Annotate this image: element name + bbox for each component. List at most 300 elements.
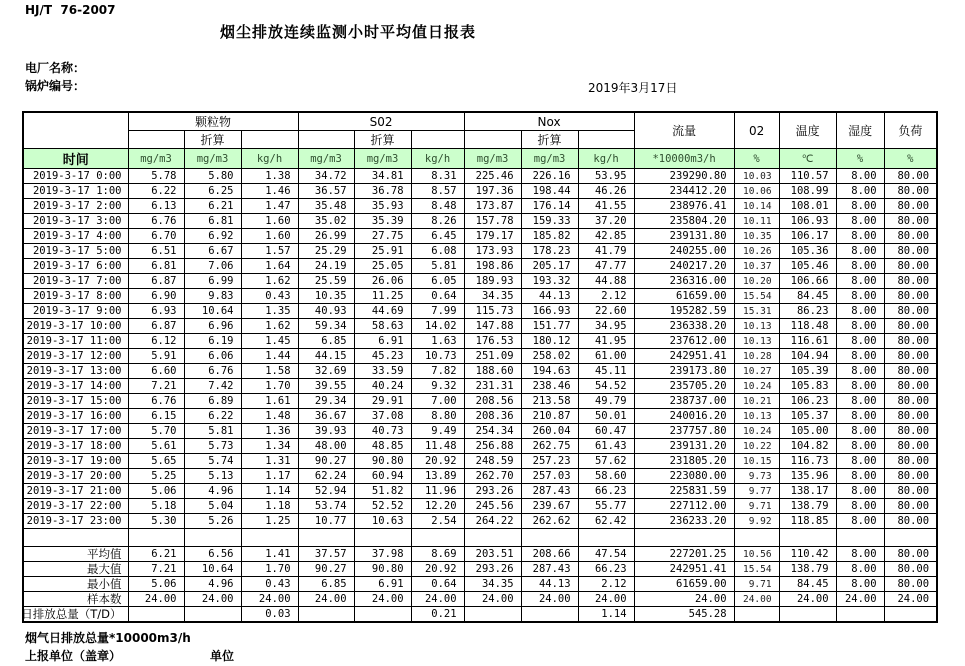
group-o2: 02	[734, 112, 779, 149]
subheader-blank	[578, 131, 634, 149]
value-cell: 35.39	[354, 214, 411, 229]
value-cell: 46.26	[578, 184, 634, 199]
value-cell: 293.26	[464, 484, 521, 499]
report-date: 2019年3月17日	[588, 81, 678, 95]
summary-value: 90.80	[354, 562, 411, 577]
data-row	[23, 394, 937, 409]
time-cell: 2019-3-17 8:00	[23, 289, 128, 304]
group-temp: 温度	[779, 112, 836, 149]
value-cell: 1.31	[241, 454, 298, 469]
value-cell: 6.51	[128, 244, 184, 259]
value-cell: 5.65	[128, 454, 184, 469]
value-cell: 189.93	[464, 274, 521, 289]
value-cell: 62.42	[578, 514, 634, 529]
time-header: 时间	[23, 149, 128, 169]
summary-value: 37.57	[298, 547, 354, 562]
value-cell: 5.61	[128, 439, 184, 454]
value-cell: 239131.80	[634, 229, 734, 244]
value-cell: 25.59	[298, 274, 354, 289]
value-cell: 8.00	[836, 424, 884, 439]
summary-value: 47.54	[578, 547, 634, 562]
summary-value	[298, 607, 354, 622]
value-cell: 9.83	[184, 289, 241, 304]
value-cell: 108.01	[779, 199, 836, 214]
value-cell: 40.73	[354, 424, 411, 439]
value-cell: 1.60	[241, 229, 298, 244]
value-cell: 6.08	[411, 244, 464, 259]
summary-value	[464, 607, 521, 622]
value-cell: 25.29	[298, 244, 354, 259]
value-cell: 237757.80	[634, 424, 734, 439]
value-cell: 80.00	[884, 289, 937, 304]
subheader-blank	[464, 131, 521, 149]
value-cell: 36.57	[298, 184, 354, 199]
empty-cell	[241, 529, 298, 547]
value-cell: 240217.20	[634, 259, 734, 274]
empty-cell	[884, 529, 937, 547]
value-cell: 116.61	[779, 334, 836, 349]
value-cell: 106.17	[779, 229, 836, 244]
value-cell: 6.76	[128, 394, 184, 409]
units-row	[23, 149, 937, 169]
value-cell: 4.96	[184, 484, 241, 499]
summary-value: 545.28	[634, 607, 734, 622]
value-cell: 240016.20	[634, 409, 734, 424]
summary-value: 24.00	[241, 592, 298, 607]
value-cell: 173.93	[464, 244, 521, 259]
value-cell: 238976.41	[634, 199, 734, 214]
value-cell: 14.02	[411, 319, 464, 334]
summary-value: 6.91	[354, 577, 411, 592]
value-cell: 8.26	[411, 214, 464, 229]
summary-value: 0.43	[241, 577, 298, 592]
value-cell: 235804.20	[634, 214, 734, 229]
boiler-number-label: 锅炉编号：	[25, 79, 86, 93]
value-cell: 226.16	[521, 169, 578, 184]
value-cell: 45.11	[578, 364, 634, 379]
value-cell: 10.11	[734, 214, 779, 229]
data-row	[23, 199, 937, 214]
value-cell: 0.43	[241, 289, 298, 304]
value-cell: 15.54	[734, 289, 779, 304]
value-cell: 179.17	[464, 229, 521, 244]
summary-value: 80.00	[884, 547, 937, 562]
subheader-blank	[128, 131, 184, 149]
value-cell: 10.13	[734, 319, 779, 334]
value-cell: 1.62	[241, 274, 298, 289]
time-cell: 2019-3-17 15:00	[23, 394, 128, 409]
value-cell: 238737.00	[634, 394, 734, 409]
value-cell: 6.96	[184, 319, 241, 334]
value-cell: 58.60	[578, 469, 634, 484]
summary-value: 138.79	[779, 562, 836, 577]
value-cell: 8.00	[836, 439, 884, 454]
value-cell: 40.93	[298, 304, 354, 319]
value-cell: 9.71	[734, 499, 779, 514]
value-cell: 248.59	[464, 454, 521, 469]
value-cell: 6.93	[128, 304, 184, 319]
value-cell: 84.45	[779, 289, 836, 304]
value-cell: 80.00	[884, 454, 937, 469]
summary-value: 8.00	[836, 562, 884, 577]
value-cell: 40.24	[354, 379, 411, 394]
summary-value: 24.00	[578, 592, 634, 607]
value-cell: 1.18	[241, 499, 298, 514]
value-cell: 80.00	[884, 349, 937, 364]
value-cell: 173.87	[464, 199, 521, 214]
summary-value: 6.85	[298, 577, 354, 592]
value-cell: 52.52	[354, 499, 411, 514]
value-cell: 80.00	[884, 184, 937, 199]
summary-value: 24.00	[521, 592, 578, 607]
value-cell: 262.62	[521, 514, 578, 529]
value-cell: 5.18	[128, 499, 184, 514]
data-row	[23, 259, 937, 274]
unit-cell: %	[884, 149, 937, 169]
value-cell: 1.36	[241, 424, 298, 439]
value-cell: 6.81	[184, 214, 241, 229]
spacer-row	[23, 529, 937, 547]
time-cell: 2019-3-17 1:00	[23, 184, 128, 199]
summary-value: 0.64	[411, 577, 464, 592]
value-cell: 1.34	[241, 439, 298, 454]
value-cell: 6.70	[128, 229, 184, 244]
time-cell: 2019-3-17 13:00	[23, 364, 128, 379]
summary-value: 8.69	[411, 547, 464, 562]
empty-cell	[836, 529, 884, 547]
value-cell: 10.20	[734, 274, 779, 289]
summary-value: 227201.25	[634, 547, 734, 562]
time-cell: 2019-3-17 23:00	[23, 514, 128, 529]
value-cell: 80.00	[884, 424, 937, 439]
value-cell: 10.35	[298, 289, 354, 304]
value-cell: 239.67	[521, 499, 578, 514]
summary-value: 80.00	[884, 577, 937, 592]
value-cell: 24.19	[298, 259, 354, 274]
value-cell: 151.77	[521, 319, 578, 334]
value-cell: 80.00	[884, 499, 937, 514]
value-cell: 5.81	[411, 259, 464, 274]
value-cell: 44.13	[521, 289, 578, 304]
value-cell: 105.37	[779, 409, 836, 424]
value-cell: 1.46	[241, 184, 298, 199]
value-cell: 35.93	[354, 199, 411, 214]
summary-value: 61659.00	[634, 577, 734, 592]
summary-value	[836, 607, 884, 622]
value-cell: 5.91	[128, 349, 184, 364]
summary-row	[23, 547, 937, 562]
value-cell: 1.63	[411, 334, 464, 349]
value-cell: 2.12	[578, 289, 634, 304]
value-cell: 105.39	[779, 364, 836, 379]
value-cell: 80.00	[884, 394, 937, 409]
value-cell: 6.87	[128, 319, 184, 334]
value-cell: 188.60	[464, 364, 521, 379]
value-cell: 2.54	[411, 514, 464, 529]
value-cell: 254.34	[464, 424, 521, 439]
data-row	[23, 514, 937, 529]
data-row	[23, 499, 937, 514]
value-cell: 11.96	[411, 484, 464, 499]
summary-value: 1.14	[578, 607, 634, 622]
summary-value: 8.00	[836, 547, 884, 562]
value-cell: 1.70	[241, 379, 298, 394]
value-cell: 20.92	[411, 454, 464, 469]
value-cell: 10.37	[734, 259, 779, 274]
value-cell: 6.91	[354, 334, 411, 349]
value-cell: 80.00	[884, 229, 937, 244]
value-cell: 49.79	[578, 394, 634, 409]
value-cell: 5.73	[184, 439, 241, 454]
value-cell: 8.00	[836, 289, 884, 304]
reporting-unit-label: 上报单位（盖章）	[25, 649, 122, 663]
value-cell: 106.93	[779, 214, 836, 229]
value-cell: 80.00	[884, 484, 937, 499]
value-cell: 8.00	[836, 394, 884, 409]
value-cell: 7.00	[411, 394, 464, 409]
value-cell: 80.00	[884, 334, 937, 349]
value-cell: 8.57	[411, 184, 464, 199]
value-cell: 27.75	[354, 229, 411, 244]
data-row	[23, 439, 937, 454]
value-cell: 236316.00	[634, 274, 734, 289]
value-cell: 238.46	[521, 379, 578, 394]
summary-row	[23, 592, 937, 607]
value-cell: 8.00	[836, 334, 884, 349]
value-cell: 5.74	[184, 454, 241, 469]
value-cell: 231.31	[464, 379, 521, 394]
value-cell: 41.55	[578, 199, 634, 214]
value-cell: 10.63	[354, 514, 411, 529]
value-cell: 257.23	[521, 454, 578, 469]
time-cell: 2019-3-17 10:00	[23, 319, 128, 334]
value-cell: 5.80	[184, 169, 241, 184]
value-cell: 5.06	[128, 484, 184, 499]
value-cell: 105.00	[779, 424, 836, 439]
summary-value: 24.00	[836, 592, 884, 607]
summary-value: 287.43	[521, 562, 578, 577]
value-cell: 6.13	[128, 199, 184, 214]
summary-value	[734, 607, 779, 622]
value-cell: 29.91	[354, 394, 411, 409]
value-cell: 59.34	[298, 319, 354, 334]
value-cell: 1.45	[241, 334, 298, 349]
unit-label: 单位	[210, 649, 235, 663]
time-cell: 2019-3-17 9:00	[23, 304, 128, 319]
value-cell: 116.73	[779, 454, 836, 469]
unit-cell: mg/m3	[298, 149, 354, 169]
unit-cell: mg/m3	[521, 149, 578, 169]
empty-cell	[521, 529, 578, 547]
value-cell: 5.04	[184, 499, 241, 514]
value-cell: 7.99	[411, 304, 464, 319]
value-cell: 213.58	[521, 394, 578, 409]
data-row	[23, 244, 937, 259]
value-cell: 239131.20	[634, 439, 734, 454]
value-cell: 225831.59	[634, 484, 734, 499]
value-cell: 159.33	[521, 214, 578, 229]
value-cell: 1.47	[241, 199, 298, 214]
summary-value	[779, 607, 836, 622]
value-cell: 176.53	[464, 334, 521, 349]
value-cell: 44.15	[298, 349, 354, 364]
value-cell: 45.23	[354, 349, 411, 364]
value-cell: 208.36	[464, 409, 521, 424]
summary-value: 24.00	[464, 592, 521, 607]
value-cell: 10.03	[734, 169, 779, 184]
value-cell: 41.79	[578, 244, 634, 259]
value-cell: 60.94	[354, 469, 411, 484]
time-cell: 2019-3-17 4:00	[23, 229, 128, 244]
time-cell: 2019-3-17 6:00	[23, 259, 128, 274]
value-cell: 208.56	[464, 394, 521, 409]
summary-label: 日排放总量（T/D）	[23, 607, 128, 622]
value-cell: 242951.41	[634, 349, 734, 364]
value-cell: 8.00	[836, 184, 884, 199]
value-cell: 6.76	[184, 364, 241, 379]
value-cell: 106.66	[779, 274, 836, 289]
summary-value: 5.06	[128, 577, 184, 592]
summary-value	[184, 607, 241, 622]
value-cell: 41.95	[578, 334, 634, 349]
time-cell: 2019-3-17 16:00	[23, 409, 128, 424]
value-cell: 80.00	[884, 409, 937, 424]
value-cell: 36.78	[354, 184, 411, 199]
group-flow: 流量	[634, 112, 734, 149]
value-cell: 258.02	[521, 349, 578, 364]
data-row	[23, 334, 937, 349]
value-cell: 15.31	[734, 304, 779, 319]
summary-label: 样本数	[23, 592, 128, 607]
value-cell: 8.00	[836, 409, 884, 424]
table-body	[23, 169, 937, 622]
summary-value: 34.35	[464, 577, 521, 592]
value-cell: 51.82	[354, 484, 411, 499]
summary-value: 10.64	[184, 562, 241, 577]
value-cell: 48.00	[298, 439, 354, 454]
plant-name-label: 电厂名称：	[25, 61, 86, 75]
value-cell: 10.73	[411, 349, 464, 364]
report-table	[22, 111, 938, 623]
value-cell: 178.23	[521, 244, 578, 259]
summary-row	[23, 607, 937, 622]
value-cell: 35.02	[298, 214, 354, 229]
time-cell: 2019-3-17 20:00	[23, 469, 128, 484]
empty-cell	[634, 529, 734, 547]
value-cell: 260.04	[521, 424, 578, 439]
data-row	[23, 424, 937, 439]
value-cell: 1.62	[241, 319, 298, 334]
value-cell: 39.55	[298, 379, 354, 394]
value-cell: 8.00	[836, 319, 884, 334]
time-cell: 2019-3-17 14:00	[23, 379, 128, 394]
summary-label: 最小值	[23, 577, 128, 592]
summary-value: 44.13	[521, 577, 578, 592]
value-cell: 80.00	[884, 379, 937, 394]
value-cell: 9.73	[734, 469, 779, 484]
unit-cell: kg/h	[578, 149, 634, 169]
unit-cell: ℃	[779, 149, 836, 169]
value-cell: 50.01	[578, 409, 634, 424]
value-cell: 13.89	[411, 469, 464, 484]
value-cell: 5.26	[184, 514, 241, 529]
value-cell: 8.00	[836, 229, 884, 244]
value-cell: 6.45	[411, 229, 464, 244]
summary-value: 37.98	[354, 547, 411, 562]
value-cell: 1.61	[241, 394, 298, 409]
value-cell: 80.00	[884, 364, 937, 379]
value-cell: 6.25	[184, 184, 241, 199]
value-cell: 58.63	[354, 319, 411, 334]
value-cell: 10.35	[734, 229, 779, 244]
value-cell: 193.32	[521, 274, 578, 289]
summary-value: 0.21	[411, 607, 464, 622]
value-cell: 138.17	[779, 484, 836, 499]
value-cell: 6.60	[128, 364, 184, 379]
time-cell: 2019-3-17 17:00	[23, 424, 128, 439]
group-humidity: 湿度	[836, 112, 884, 149]
value-cell: 61.00	[578, 349, 634, 364]
summary-value: 90.27	[298, 562, 354, 577]
summary-value: 24.00	[411, 592, 464, 607]
value-cell: 6.87	[128, 274, 184, 289]
value-cell: 8.31	[411, 169, 464, 184]
summary-value: 6.56	[184, 547, 241, 562]
value-cell: 198.86	[464, 259, 521, 274]
value-cell: 8.00	[836, 244, 884, 259]
summary-value: 24.00	[184, 592, 241, 607]
value-cell: 37.20	[578, 214, 634, 229]
unit-cell: *10000m3/h	[634, 149, 734, 169]
value-cell: 80.00	[884, 274, 937, 289]
value-cell: 6.12	[128, 334, 184, 349]
value-cell: 223080.00	[634, 469, 734, 484]
summary-value: 10.56	[734, 547, 779, 562]
data-row	[23, 184, 937, 199]
value-cell: 1.44	[241, 349, 298, 364]
value-cell: 8.00	[836, 169, 884, 184]
subheader-converted: 折算	[354, 131, 411, 149]
value-cell: 7.06	[184, 259, 241, 274]
value-cell: 8.00	[836, 304, 884, 319]
summary-value: 208.66	[521, 547, 578, 562]
value-cell: 34.81	[354, 169, 411, 184]
value-cell: 135.96	[779, 469, 836, 484]
value-cell: 6.21	[184, 199, 241, 214]
data-row	[23, 409, 937, 424]
value-cell: 10.77	[298, 514, 354, 529]
summary-value: 7.21	[128, 562, 184, 577]
flue-gas-total-note: 烟气日排放总量*10000m3/h	[25, 631, 191, 645]
empty-cell	[411, 529, 464, 547]
value-cell: 80.00	[884, 259, 937, 274]
value-cell: 80.00	[884, 304, 937, 319]
summary-value: 24.00	[634, 592, 734, 607]
value-cell: 8.00	[836, 499, 884, 514]
value-cell: 37.08	[354, 409, 411, 424]
unit-cell: kg/h	[241, 149, 298, 169]
value-cell: 8.48	[411, 199, 464, 214]
value-cell: 6.22	[184, 409, 241, 424]
value-cell: 34.95	[578, 319, 634, 334]
value-cell: 60.47	[578, 424, 634, 439]
value-cell: 1.25	[241, 514, 298, 529]
summary-value: 66.23	[578, 562, 634, 577]
value-cell: 8.00	[836, 379, 884, 394]
value-cell: 8.00	[836, 454, 884, 469]
value-cell: 26.99	[298, 229, 354, 244]
summary-value: 24.00	[354, 592, 411, 607]
